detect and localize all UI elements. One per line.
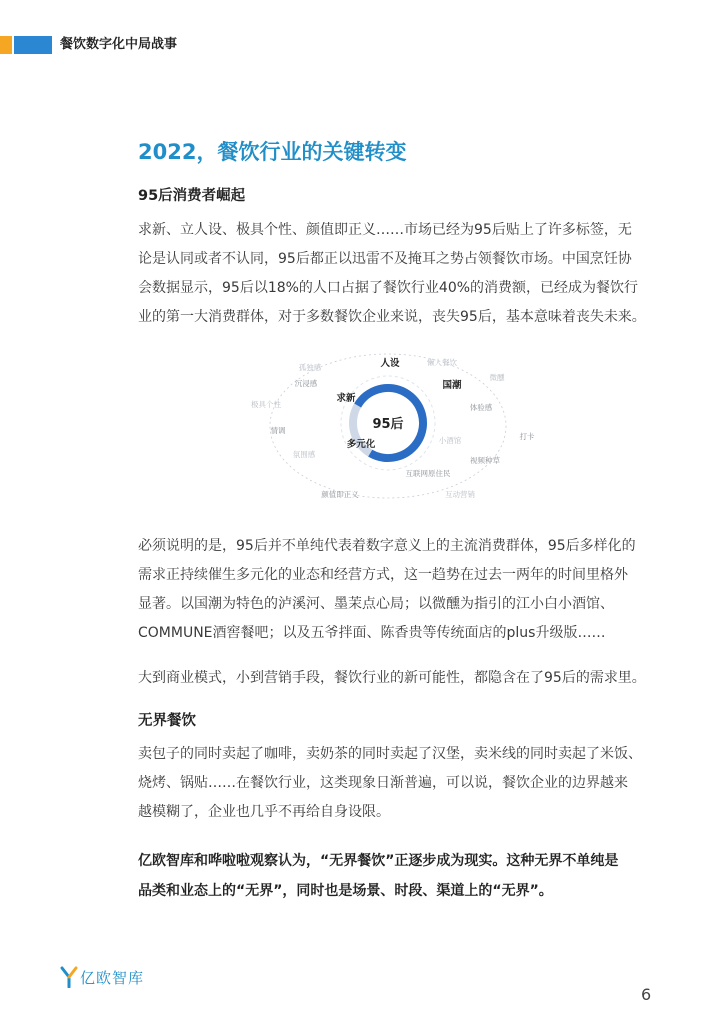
keyword-primary: 人设 (380, 358, 400, 369)
keyword-secondary: 互动营销 (445, 490, 475, 499)
text-line: 需求正持续催生多元化的业态和经营方式，这一趋势在过去一两年的时间里格外 (138, 567, 628, 583)
paragraph-diversity (138, 532, 663, 648)
center-label: 95后 (372, 417, 404, 432)
header-accent-blue (14, 36, 52, 54)
text-line: 业的第一大消费群体，对于多数餐饮企业来说，丧失95后，基本意味着丧失未来。 (138, 309, 646, 325)
keyword-secondary: 情调 (270, 426, 286, 435)
keyword-secondary: 极具个性 (251, 400, 281, 409)
text-line: 亿欧智库和哗啦啦观察认为，“无界餐饮”正逐步成为现实。这种无界不单纯是 (138, 853, 619, 869)
text-line: 会数据显示，95后以18%的人口占据了餐饮行业40%的消费额，已经成为餐饮行 (138, 280, 639, 296)
page-number: 6 (641, 985, 652, 1004)
text-line: 卖包子的同时卖起了咖啡，卖奶茶的同时卖起了汉堡，卖米线的同时卖起了米饭、 (138, 746, 642, 762)
brand-logo-text: 亿欧智库 (80, 969, 145, 987)
text-line: 烧烤、锅贴……在餐饮行业，这类现象日渐普遍，可以说，餐饮企业的边界越来 (138, 775, 628, 791)
text-line: 大到商业模式，小到营销手段，餐饮行业的新可能性，都隐含在了95后的需求里。 (138, 670, 646, 686)
keyword-secondary: 颜值即正义 (321, 490, 359, 499)
section-heading-gen-z: 95后消费者崛起 (138, 188, 246, 204)
text-line: 越模糊了，企业也几乎不再给自身设限。 (138, 804, 390, 820)
keyword-primary: 多元化 (346, 439, 376, 450)
keyword-secondary: 懒人餐饮 (427, 358, 457, 367)
header-accent-orange (0, 36, 12, 54)
report-title: 餐饮数字化中局战事 (60, 37, 178, 52)
gen-z-keyword-diagram (238, 348, 538, 508)
section-heading-borderless: 无界餐饮 (138, 713, 196, 729)
text-line: 必须说明的是，95后并不单纯代表着数字意义上的主流消费群体，95后多样化的 (138, 538, 636, 554)
keyword-primary: 国潮 (442, 380, 462, 391)
paragraph-gen-z (138, 216, 663, 332)
paragraph-conclusion (138, 846, 663, 906)
text-line: 品类和业态上的“无界”，同时也是场景、时段、渠道上的“无界”。 (138, 883, 553, 899)
keyword-secondary: 视频种草 (470, 456, 500, 465)
paragraph-possibility (138, 664, 663, 693)
keyword-secondary: 打卡 (519, 432, 535, 441)
paragraph-borderless (138, 740, 663, 827)
brand-logo-icon (60, 966, 78, 988)
keyword-secondary: 沉浸感 (294, 379, 318, 388)
keyword-secondary: 孤独感 (298, 363, 322, 372)
text-line: COMMUNE酒窖餐吧；以及五爷拌面、陈香贵等传统面店的plus升级版…… (138, 625, 606, 641)
keyword-secondary: 氛围感 (292, 450, 316, 459)
page-title: 2022，餐饮行业的关键转变 (138, 140, 407, 164)
text-line: 显著。以国潮为特色的泸溪河、墨茉点心局；以微醺为指引的江小白小酒馆、 (138, 596, 614, 612)
keyword-secondary: 体验感 (469, 403, 493, 412)
keyword-secondary: 小酒馆 (438, 436, 462, 445)
keyword-secondary: 微醺 (489, 373, 505, 382)
keyword-primary: 求新 (336, 393, 356, 404)
text-line: 求新、立人设、极具个性、颜值即正义……市场已经为95后贴上了许多标签，无 (138, 222, 632, 238)
text-line: 论是认同或者不认同，95后都正以迅雷不及掩耳之势占领餐饮市场。中国烹饪协 (138, 251, 632, 267)
keyword-secondary: 互联网原住民 (405, 469, 451, 478)
